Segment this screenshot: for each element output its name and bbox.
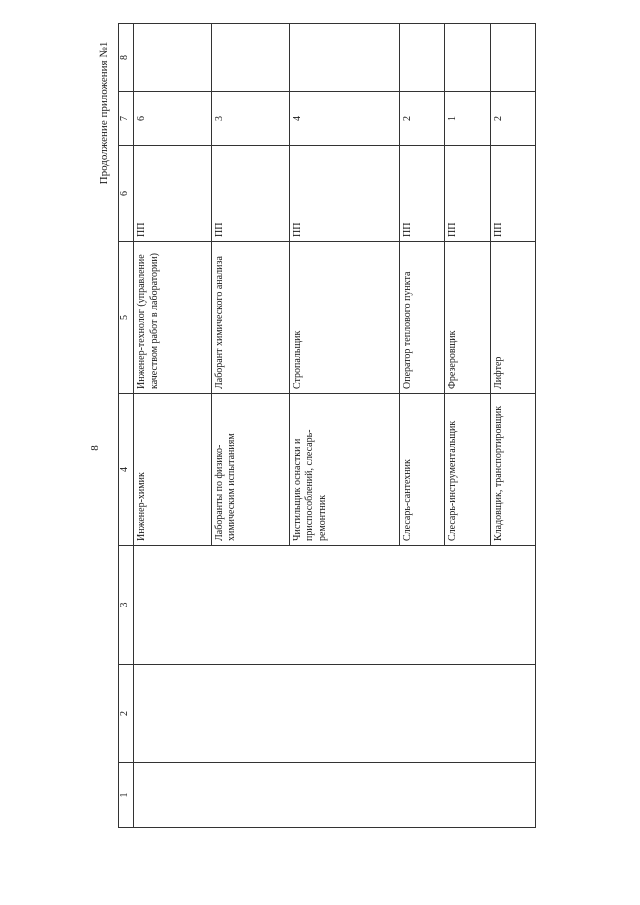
table-cell-col4: Слесарь-сантехник xyxy=(399,394,444,546)
table-cell-col7: 3 xyxy=(211,92,289,146)
table-cell-col6: ПП xyxy=(445,146,490,242)
table-cell-col4: Слесарь-инструментальщик xyxy=(445,394,490,546)
header-cell: 2 xyxy=(119,665,134,763)
table-cell-col3 xyxy=(134,546,536,665)
table-cell-col6: ПП xyxy=(399,146,444,242)
table-cell-col6: ПП xyxy=(289,146,399,242)
table-cell-col6: ПП xyxy=(211,146,289,242)
table-cell-col7: 2 xyxy=(490,92,535,146)
table-cell-col7: 4 xyxy=(289,92,399,146)
header-cell: 5 xyxy=(119,242,134,394)
table-cell-col6: ПП xyxy=(134,146,212,242)
table-cell-col8 xyxy=(490,24,535,92)
table-cell-col6: ПП xyxy=(490,146,535,242)
table-cell-col4: Лаборанты по физико-химическим испытаниям xyxy=(211,394,289,546)
header-cell: 6 xyxy=(119,146,134,242)
table-cell-col5: Лифтер xyxy=(490,242,535,394)
table-cell-col7: 1 xyxy=(445,92,490,146)
table-cell-col4: Чистильщик оснастки и приспособлений, слесарь-ремонтник xyxy=(289,394,399,546)
table-cell-col4: Инженер-химик xyxy=(134,394,212,546)
continuation-label: Продолжение приложения №1 xyxy=(98,41,110,185)
table-cell-col5: Оператор теплового пункта xyxy=(399,242,444,394)
table-cell-col4: Кладовщик, транспортировщик xyxy=(490,394,535,546)
table-cell-col8 xyxy=(289,24,399,92)
table-cell-col7: 6 xyxy=(134,92,212,146)
table-cell-col8 xyxy=(445,24,490,92)
table-cell-col2 xyxy=(134,665,536,763)
header-cell: 8 xyxy=(119,24,134,92)
header-row xyxy=(119,24,134,828)
table-cell-col8 xyxy=(134,24,212,92)
appendix-table xyxy=(118,23,536,828)
header-cell: 1 xyxy=(119,763,134,828)
table-cell-col1 xyxy=(134,763,536,828)
table-cell-col5: Стропальщик xyxy=(289,242,399,394)
table-cell-col5: Фрезеровщик xyxy=(445,242,490,394)
table-cell-col5: Инженер-технолог (управление качеством работ в лаборатории) xyxy=(134,242,212,394)
table-container xyxy=(118,24,536,828)
header-cell: 7 xyxy=(119,92,134,146)
table-cell-col7: 2 xyxy=(399,92,444,146)
table-cell-col5: Лаборант химического анализа xyxy=(211,242,289,394)
table-cell-col8 xyxy=(211,24,289,92)
page-number: 8 xyxy=(88,445,101,451)
header-cell: 3 xyxy=(119,546,134,665)
header-cell: 4 xyxy=(119,394,134,546)
table-row xyxy=(134,24,212,828)
table-cell-col8 xyxy=(399,24,444,92)
